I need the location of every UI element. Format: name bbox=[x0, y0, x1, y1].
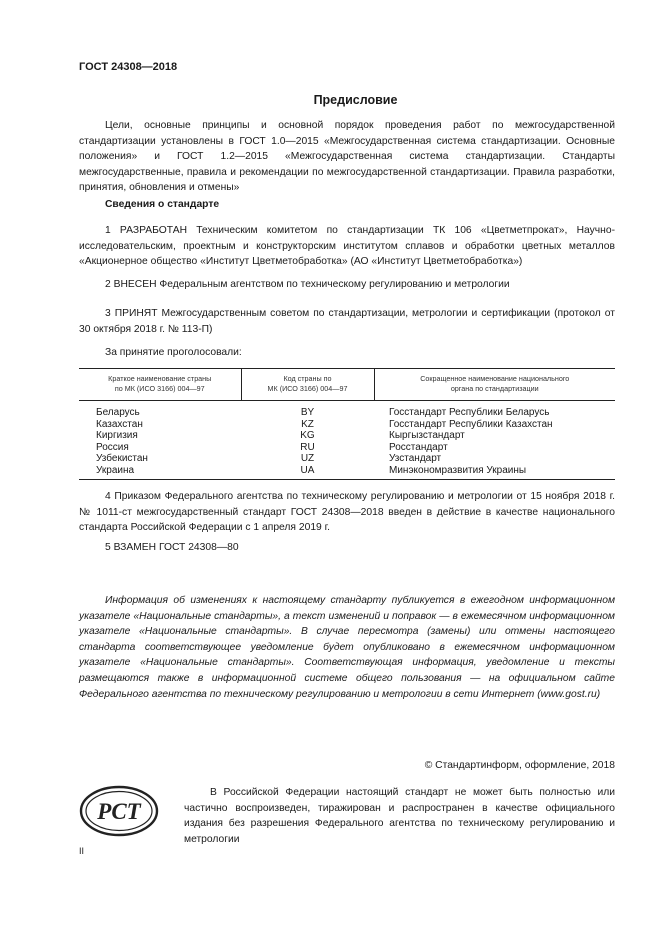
item-enacted bbox=[79, 489, 615, 536]
copyright-line: © Стандартинформ, оформление, 2018 bbox=[424, 760, 615, 771]
table-row bbox=[79, 453, 615, 465]
country-cell: Беларусь bbox=[96, 407, 140, 418]
reproduction-notice bbox=[184, 785, 615, 847]
code-cell: KG bbox=[300, 430, 315, 441]
column-header-country: Краткое наименование страны по МК (ИСО 3166) 004—97 bbox=[79, 369, 241, 401]
item-replaces: 5 ВЗАМЕН ГОСТ 24308—80 bbox=[105, 542, 239, 553]
country-cell: Россия bbox=[96, 441, 129, 453]
vote-label: За принятие проголосовали: bbox=[105, 347, 242, 358]
item-developed bbox=[79, 223, 615, 270]
code-cell: RU bbox=[300, 441, 315, 453]
table-row bbox=[79, 401, 615, 419]
column-header-organization: Сокращенное наименование национального органа по стандартизации bbox=[374, 369, 615, 401]
organization-cell: Кыргызстандарт bbox=[389, 430, 465, 441]
rst-logo-icon bbox=[79, 785, 159, 837]
table-row bbox=[79, 419, 615, 431]
intro-paragraph bbox=[79, 118, 615, 196]
standard-info-heading: Сведения о стандарте bbox=[105, 199, 220, 210]
item-introduced-text: 2 ВНЕСЕН Федеральным агентством по техническому регулированию и метрологии bbox=[105, 279, 510, 290]
item-adopted bbox=[79, 306, 615, 337]
item-enacted-text: 4 Приказом Федерального агентства по техническому регулированию и метрологии от 15 ноября 2018 г. № 1011-ст межгосударственный стандарт ГОСТ 24308—2018 введен в действие в качестве национального стандарта Российской Федерации с 1 апреля 2019 г. bbox=[79, 491, 615, 534]
changes-info-notice bbox=[79, 593, 615, 702]
table-row bbox=[79, 430, 615, 442]
country-cell: Казахстан bbox=[96, 418, 143, 430]
organization-cell: Минэкономразвития Украины bbox=[374, 465, 615, 480]
item-introduced bbox=[79, 277, 615, 293]
table-header-row bbox=[79, 369, 615, 401]
code-cell: UZ bbox=[300, 453, 315, 464]
country-cell: Узбекистан bbox=[96, 453, 148, 464]
changes-info-text: Информация об изменениях к настоящему стандарту публикуется в ежегодном информационном указателе «Национальные стандарты», а текст изменений и поправок — в ежемесячном информационном указателе «Национальные стандарты». В случае пересмотра (замены) или отмены настоящего стандарта соответствующее уведомление будет опубликовано в ежемесячном информационном указателе «Национальные стандарты». Соответствующая информация, уведомление и тексты размещаются также в информационной системе общего пользования — на официальном сайте Федерального агентства по техническому регулированию и метрологии в сети Интернет (www.gost.ru) bbox=[79, 595, 615, 700]
table-row bbox=[79, 442, 615, 454]
code-cell: UA bbox=[241, 465, 374, 480]
organization-cell: Госстандарт Республики Беларусь bbox=[389, 407, 550, 418]
page-title: Предисловие bbox=[313, 93, 398, 107]
reproduction-notice-text: В Российской Федерации настоящий стандарт не может быть полностью или частично воспроизведен, тиражирован и распространен в качестве официального издания без разрешения Федерального агентства по техническому регулированию и метрологии bbox=[184, 787, 615, 845]
intro-text: Цели, основные принципы и основной порядок проведения работ по межгосударственной стандартизации установлены в ГОСТ 1.0—2015 «Межгосударственная система стандартизации. Основные положения» и ГОСТ 1.2—2015 «Межгосударственная система стандартизации. Стандарты межгосударственные, правила и рекомендации по межгосударственной стандартизации. Правила разработки, принятия, обновления и отмены» bbox=[79, 120, 615, 194]
code-cell: BY bbox=[300, 407, 315, 418]
item-developed-text: 1 РАЗРАБОТАН Техническим комитетом по стандартизации ТК 106 «Цветметпрокат», Научно-исследовательским, проектным и конструкторским институтом сплавов и обработки цветных металлов «Акционерное общество «Институт Цветметобработка» (АО «Институт Цветметобработка») bbox=[79, 225, 615, 268]
table-row bbox=[79, 465, 615, 480]
organization-cell: Узстандарт bbox=[389, 453, 442, 464]
organization-cell: Госстандарт Республики Казахстан bbox=[389, 418, 553, 430]
logo-lettering: РСТ bbox=[97, 799, 141, 824]
document-code: ГОСТ 24308—2018 bbox=[79, 61, 178, 73]
voting-countries-table bbox=[79, 368, 615, 480]
page-number: II bbox=[79, 846, 85, 856]
item-adopted-text: 3 ПРИНЯТ Межгосударственным советом по стандартизации, метрологии и сертификации (протокол от 30 октября 2018 г. № 113-П) bbox=[79, 308, 615, 335]
country-cell: Украина bbox=[79, 465, 241, 480]
code-cell: KZ bbox=[301, 418, 314, 430]
country-cell: Киргизия bbox=[96, 430, 138, 441]
column-header-code: Код страны по МК (ИСО 3166) 004—97 bbox=[241, 369, 374, 401]
organization-cell: Росстандарт bbox=[389, 441, 448, 453]
